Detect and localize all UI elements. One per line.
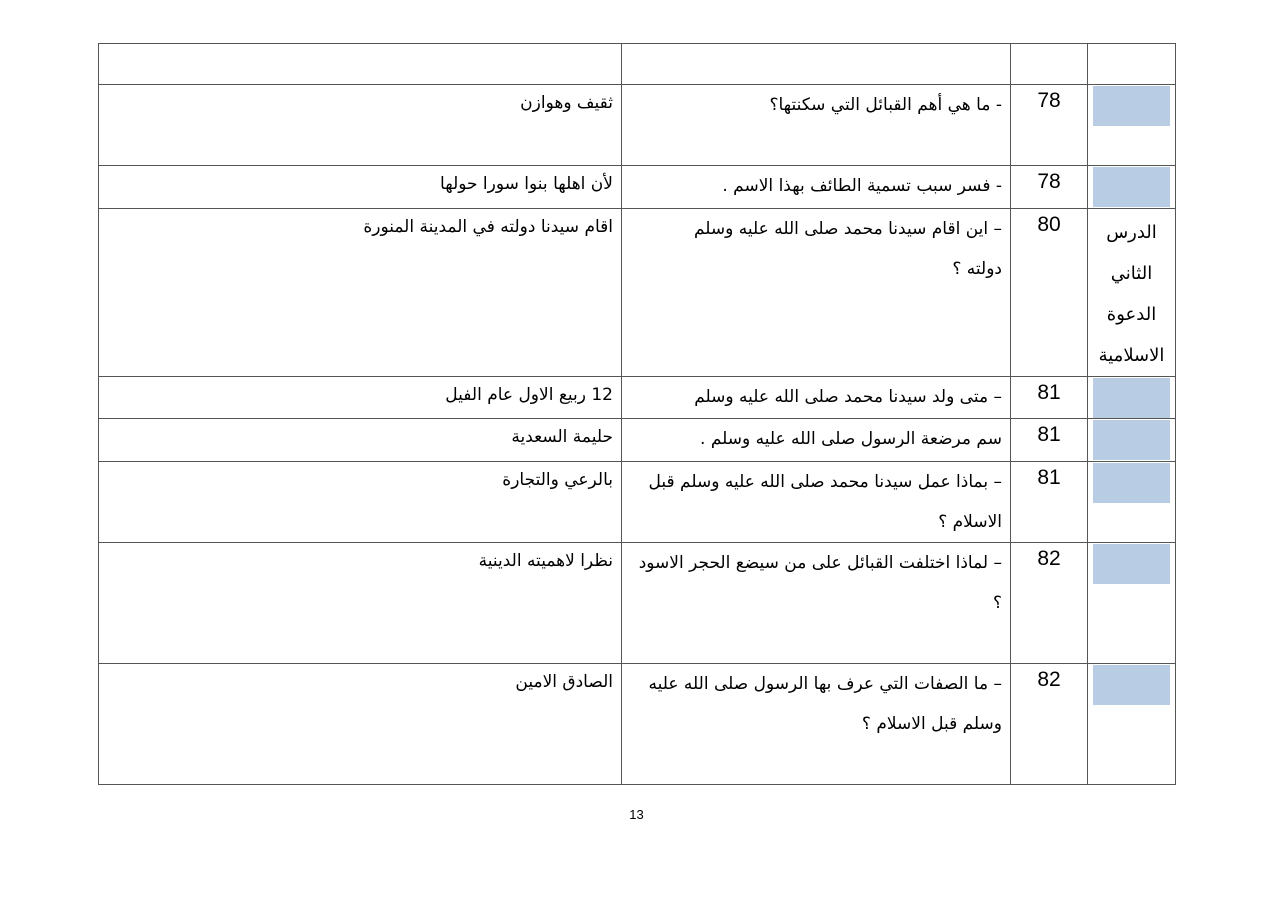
answer-cell: لأن اهلها بنوا سورا حولها [99,166,622,209]
page-number-cell: 82 [1011,664,1088,785]
highlight-shade [1093,167,1170,207]
lesson-title-cell [1088,209,1176,377]
question-cell: – لماذا اختلفت القبائل على من سيضع الحجر الاسود ؟ [622,543,1011,664]
table-row [99,85,1176,166]
answer-cell [99,44,622,85]
lesson-title-line: الثاني [1110,263,1153,284]
lesson-title-line: الاسلامية [1098,345,1165,366]
question-cell: – اين اقام سيدنا محمد صلى الله عليه وسلم دولته ؟ [622,209,1011,377]
highlight-shade [1093,86,1170,126]
answer-cell: ثقيف وهوازن [99,85,622,166]
table-row [99,166,1176,209]
page-number-cell: 81 [1011,377,1088,419]
answer-cell: نظرا لاهميته الدينية [99,543,622,664]
page-number: 13 [629,807,644,822]
lesson-cell [1088,166,1176,209]
lesson-cell [1088,664,1176,785]
question-cell: – ما الصفات التي عرف بها الرسول صلى الله عليه وسلم قبل الاسلام ؟ [622,664,1011,785]
answer-cell: اقام سيدنا دولته في المدينة المنورة [99,209,622,377]
question-cell: سم مرضعة الرسول صلى الله عليه وسلم . [622,419,1011,462]
page-number-cell: 81 [1011,462,1088,543]
page-number-cell: 82 [1011,543,1088,664]
lesson-cell [1088,377,1176,419]
lesson-title-line: الدعوة [1106,304,1157,325]
table-row [99,377,1176,419]
table-row [99,664,1176,785]
highlight-shade [1093,420,1170,460]
lesson-title-line: الدرس [1106,222,1157,243]
answer-cell: بالرعي والتجارة [99,462,622,543]
question-cell [622,44,1011,85]
page-number-cell [1011,44,1088,85]
lesson-cell [1088,462,1176,543]
answer-cell: الصادق الامين [99,664,622,785]
question-cell: - ما هي أهم القبائل التي سكنتها؟ [622,85,1011,166]
page-number-cell: 80 [1011,209,1088,377]
lesson-title [1088,209,1175,376]
highlight-shade [1093,665,1170,705]
table-row [99,462,1176,543]
lesson-cell [1088,543,1176,664]
page-number-cell: 81 [1011,419,1088,462]
highlight-shade [1093,463,1170,503]
table-row [99,209,1176,377]
lesson-cell [1088,85,1176,166]
page-number-cell: 78 [1011,85,1088,166]
highlight-shade [1093,544,1170,584]
page-number-cell: 78 [1011,166,1088,209]
table-row [99,543,1176,664]
answer-cell: حليمة السعدية [99,419,622,462]
lesson-cell [1088,44,1176,85]
highlight-shade [1093,378,1170,418]
lesson-cell [1088,419,1176,462]
table-row [99,419,1176,462]
question-cell: – بماذا عمل سيدنا محمد صلى الله عليه وسلم قبل الاسلام ؟ [622,462,1011,543]
question-cell: – متى ولد سيدنا محمد صلى الله عليه وسلم [622,377,1011,419]
table-row [99,44,1176,85]
question-cell: - فسر سبب تسمية الطائف بهذا الاسم . [622,166,1011,209]
questions-table [98,43,1176,785]
answer-cell: 12 ربيع الاول عام الفيل [99,377,622,419]
